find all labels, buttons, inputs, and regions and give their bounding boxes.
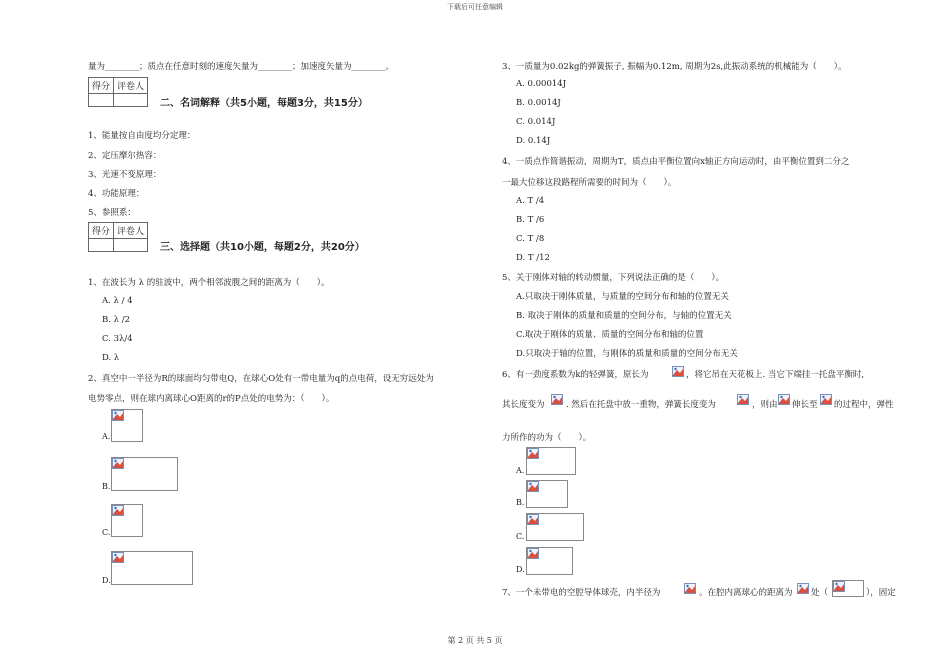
question-7-part-b: 。在腔内离球心的距离为 (699, 588, 793, 598)
q4-option-d: D. T /12 (516, 253, 550, 263)
q2-option-b-image (111, 457, 178, 491)
q2-option-a: A. (102, 432, 111, 441)
page-footer: 第 2 页 共 5 页 (447, 636, 503, 645)
q2-option-d: D. (102, 576, 111, 585)
q3-option-b: B. 0.0014J (516, 98, 561, 108)
q4-option-b: B. T /6 (516, 215, 545, 225)
q6-option-b: B. (516, 498, 525, 507)
score-label: 得分 (89, 223, 114, 239)
q2-option-a-image (111, 409, 143, 442)
q1-option-b: B. λ /2 (102, 315, 131, 325)
q5-option-c: C.取决于刚体的质量、质量的空间分布和轴的位置 (516, 330, 704, 340)
term-1: 1、能量按自由度均分定理： (88, 131, 196, 141)
question-7-part-d: ），固定 (866, 588, 896, 598)
question-6-line3: 力所作的功为（ ）。 (502, 433, 592, 443)
q6-option-b-image (526, 480, 568, 508)
formula-image-icon (112, 458, 124, 469)
formula-image-icon (112, 505, 124, 516)
formula-image-icon (527, 548, 539, 559)
formula-image-icon (797, 583, 809, 594)
formula-image-icon (112, 552, 124, 563)
formula-image-icon (820, 394, 832, 405)
page-header: 下载后可任意编辑 (447, 3, 503, 11)
q5-option-d: D.只取决于轴的位置，与刚体的质量和质量的空间分布无关 (516, 349, 738, 359)
formula-image-icon (684, 583, 696, 594)
grader-label: 评卷人 (114, 78, 148, 94)
q2-option-c: C. (102, 528, 111, 537)
q5-option-b: B. 取决于刚体的质量和质量的空间分布，与轴的位置无关 (516, 311, 732, 321)
q1-option-d: D. λ (102, 353, 120, 363)
q2-option-b: B. (102, 482, 111, 491)
q6-option-c-image (526, 513, 584, 541)
score-table-2 (88, 222, 148, 252)
q6-option-c: C. (516, 532, 525, 541)
intro-line: 量为________；质点在任意时刻的速度矢量为________；加速度矢量为________。 (88, 62, 395, 72)
question-6-part-b: ，将它吊在天花板上. 当它下端挂一托盘平衡时, (686, 370, 865, 380)
formula-image-icon (527, 514, 539, 525)
question-6-part-a: 6、有一劲度系数为k的轻弹簧，原长为 (502, 370, 649, 380)
term-3: 3、光速不变原理： (88, 170, 162, 180)
q6-option-d: D. (516, 565, 525, 574)
score-table-1 (88, 77, 148, 107)
question-4-line1: 4、一质点作简谐振动，周期为T，质点由平衡位置向x轴正方向运动时，由平衡位置到二分之 (502, 157, 850, 167)
question-5: 5、关于刚体对轴的转动惯量，下列说法正确的是（ ）。 (502, 273, 725, 283)
q1-option-a: A. λ / 4 (102, 296, 133, 306)
question-2-line1: 2、真空中一半径为R的球面均匀带电Q，在球心O处有一带电量为q的点电荷，设无穷远处为 (88, 374, 434, 384)
formula-image-icon (778, 394, 790, 405)
section3-title: 三、选择题（共10小题，每题2分，共20分） (160, 242, 365, 253)
q3-option-d: D. 0.14J (516, 136, 551, 146)
q2-option-c-image (111, 504, 143, 537)
q4-option-a: A. T /4 (516, 196, 545, 206)
q3-option-c: C. 0.014J (516, 117, 556, 127)
term-5: 5、参照系： (88, 208, 136, 218)
grader-label: 评卷人 (114, 223, 148, 239)
question-6-part-g: 的过程中，弹性 (834, 400, 894, 410)
term-2: 2、定压摩尔热容： (88, 151, 162, 161)
q2-option-d-image (111, 551, 193, 585)
q3-option-a: A. 0.00014J (516, 79, 567, 89)
formula-image-icon (527, 448, 539, 459)
formula-image-icon (833, 581, 845, 592)
section2-title: 二、名词解释（共5小题，每题3分，共15分） (160, 98, 368, 109)
question-7-part-a: 7、一个未带电的空腔导体球壳，内半径为 (502, 588, 661, 598)
question-6-part-d: . 然后在托盘中放一重物，弹簧长度变为 (566, 400, 716, 410)
question-4-line2: 一最大位移这段路程所需要的时间为（ ）。 (502, 178, 677, 188)
question-1: 1、在波长为 λ 的驻波中，两个相邻波腹之间的距离为（ ）。 (88, 278, 330, 288)
q6-option-a: A. (516, 466, 525, 475)
question-6-part-e: ，则由 (752, 400, 778, 410)
score-label: 得分 (89, 78, 114, 94)
formula-image-icon (527, 481, 539, 492)
question-3: 3、一质量为0.02kg的弹簧振子, 振幅为0.12m, 周期为2s,此振动系统的机械能为（ ）。 (502, 62, 847, 72)
formula-image-icon (672, 366, 684, 377)
q6-option-a-image (526, 447, 576, 475)
formula-image-icon (551, 394, 563, 405)
question-7-part-c: 处（ (811, 588, 829, 598)
formula-image-icon (112, 410, 124, 421)
q1-option-c: C. 3λ/4 (102, 334, 133, 344)
question-6-part-f: 伸长至 (792, 400, 818, 410)
q4-option-c: C. T /8 (516, 234, 545, 244)
formula-image-icon (737, 394, 749, 405)
question-6-part-c: 其长度变为 (502, 400, 545, 410)
term-4: 4、功能原理： (88, 189, 145, 199)
q5-option-a: A.只取决于刚体质量，与质量的空间分布和轴的位置无关 (516, 292, 729, 302)
question-2-line2: 电势零点，则在球内离球心O距离的r的P点处的电势为：（ ）。 (88, 394, 335, 404)
q6-option-d-image (526, 547, 573, 575)
